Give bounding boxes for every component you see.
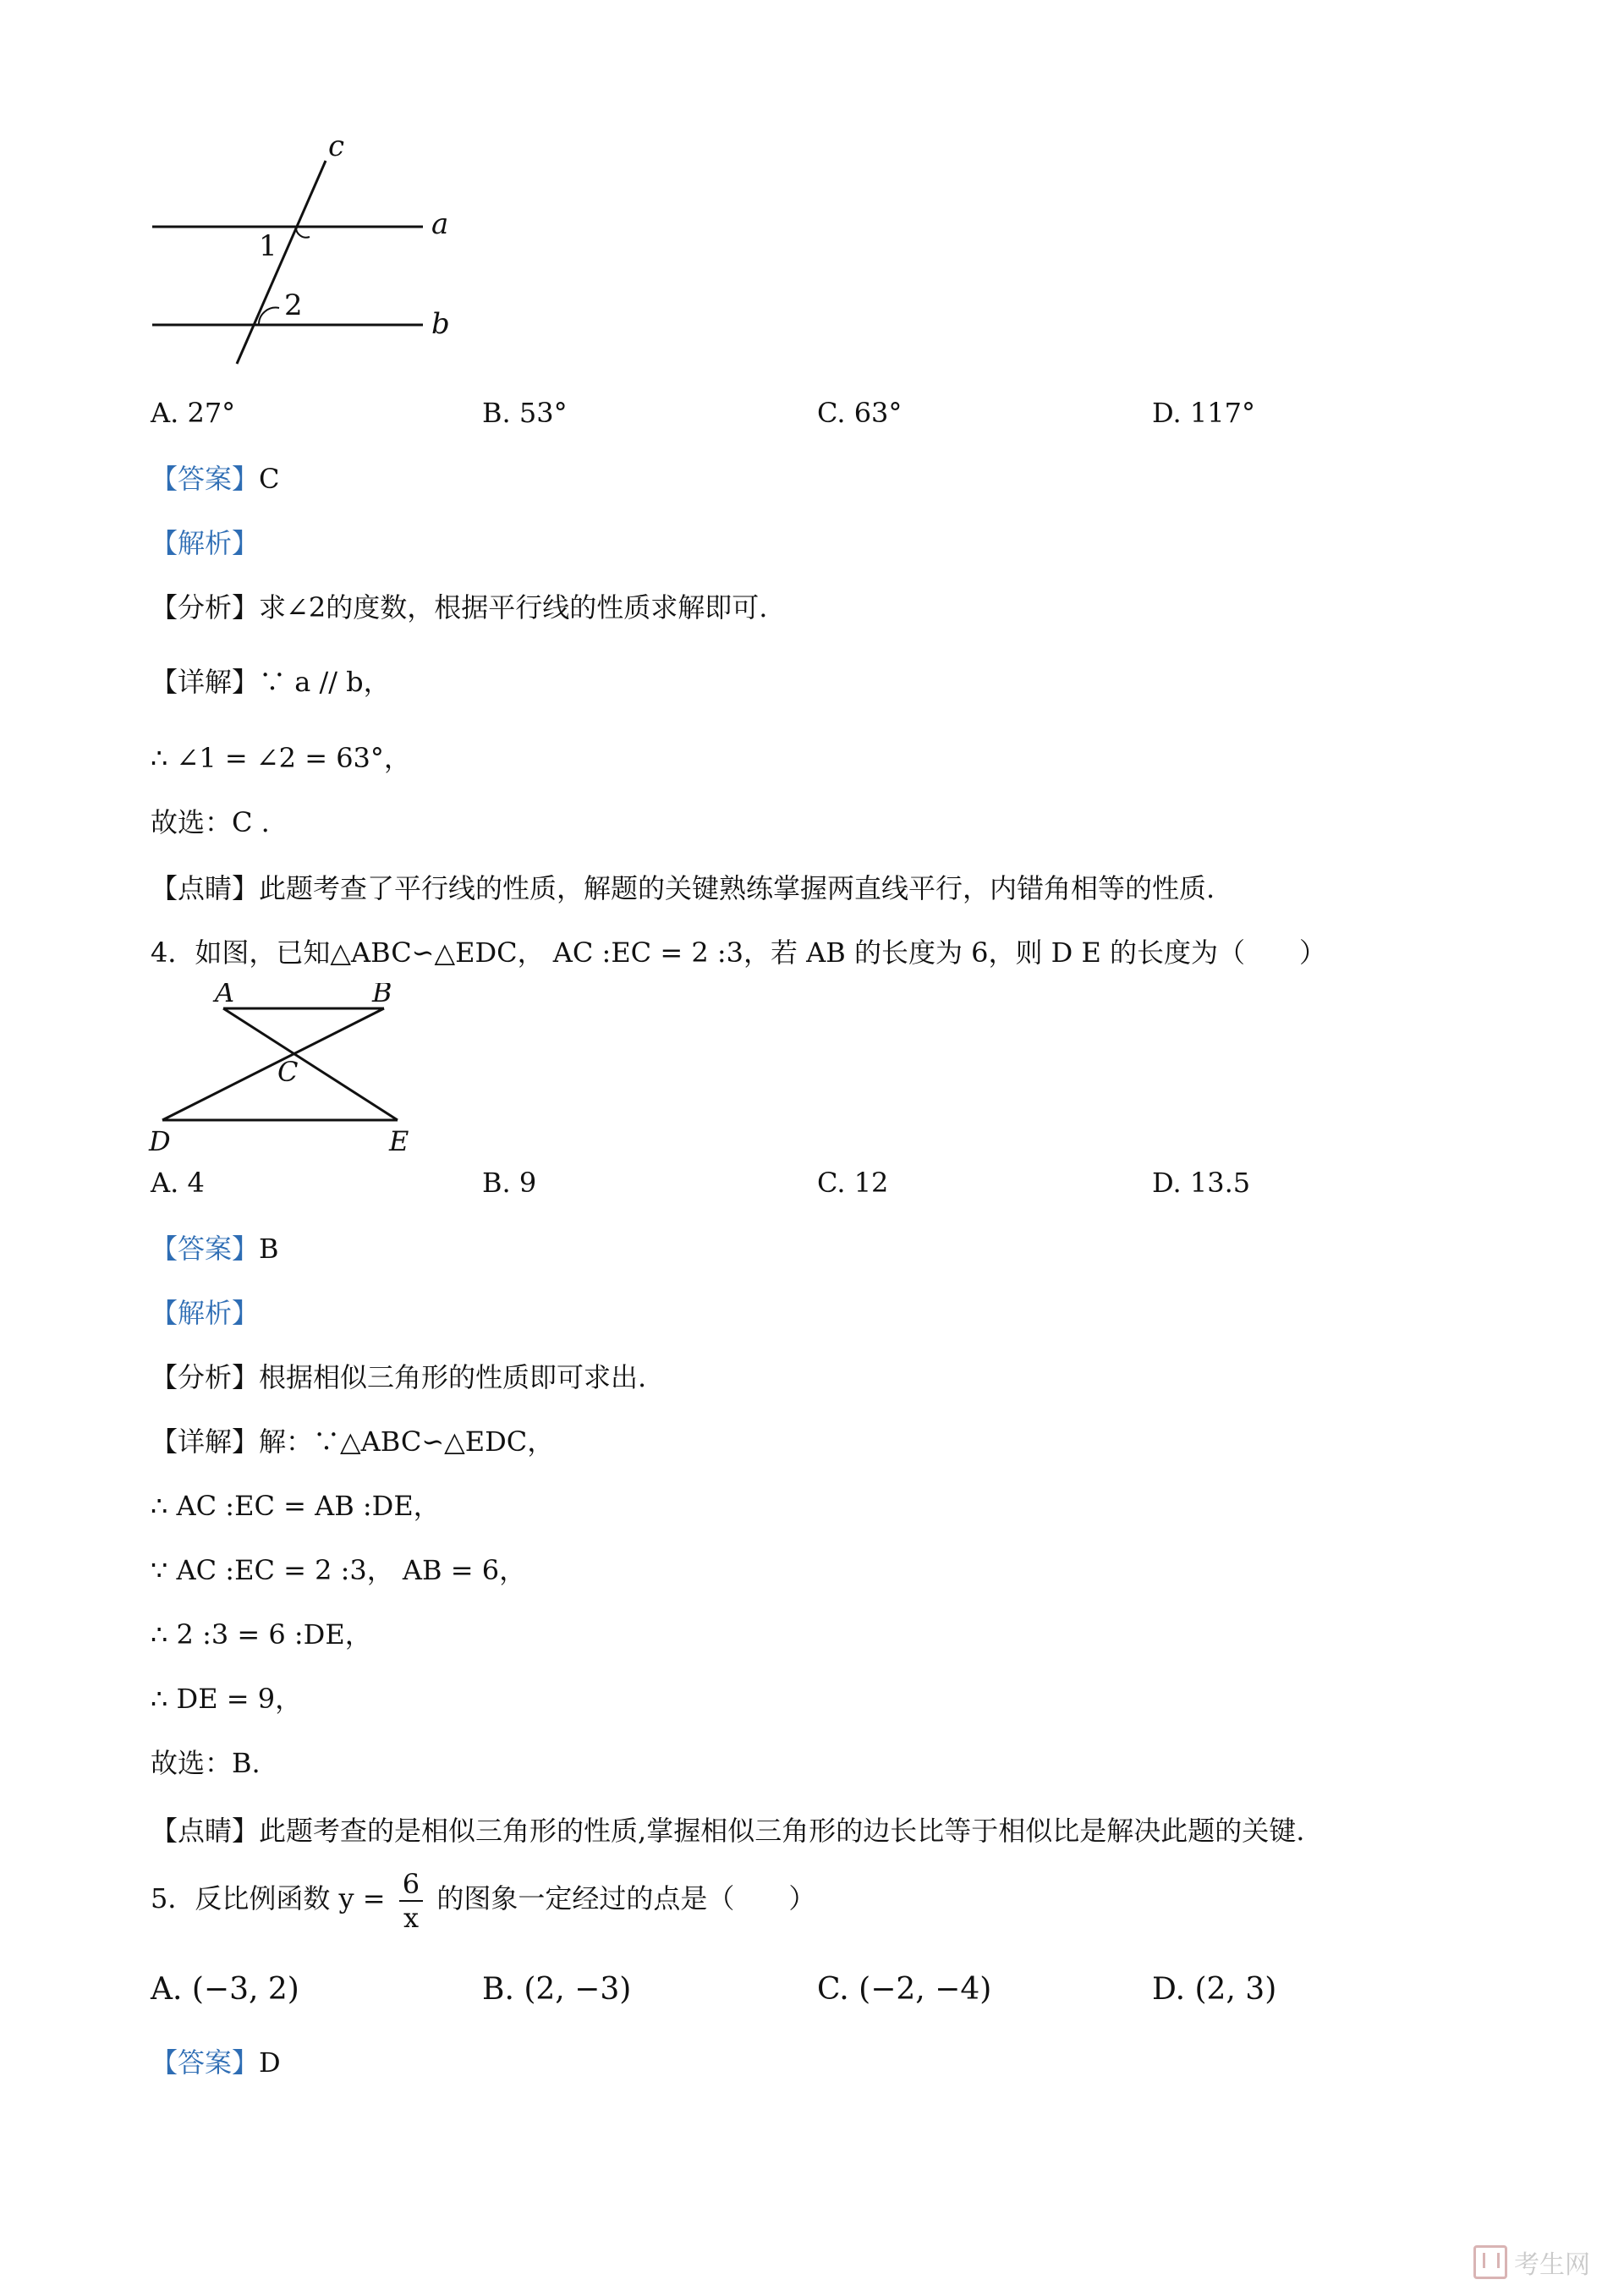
label-E: E <box>389 1125 409 1152</box>
q5-option-b: B. (2, −3) <box>482 1972 632 2007</box>
q3-choose: 故选：C . <box>151 806 270 838</box>
q3-detail: 【详解】∵ a // b， <box>151 666 391 698</box>
q5-option-a: A. (−3, 2) <box>151 1972 299 2007</box>
q4-fenxi: 【分析】根据相似三角形的性质即可求出. <box>151 1361 647 1393</box>
label-2: 2 <box>284 288 303 322</box>
q4-option-a: A. 4 <box>151 1167 205 1199</box>
label-a: a <box>431 207 449 241</box>
q3-option-a: A. 27° <box>151 397 236 429</box>
q5-answer: 【答案】D <box>151 2046 281 2079</box>
q3-answer: 【答案】C <box>151 463 280 495</box>
q3-option-b: B. 53° <box>482 397 568 429</box>
label-c: c <box>328 129 345 163</box>
parallel-lines-figure <box>144 127 499 372</box>
q4-step2: ∵ AC :EC = 2 :3， AB = 6， <box>151 1554 527 1586</box>
similar-triangles-figure <box>144 983 448 1152</box>
q4-comment: 【点睛】此题考查的是相似三角形的性质,掌握相似三角形的边长比等于相似比是解决此题的关键. <box>151 1815 1305 1847</box>
q3-option-d: D. 117° <box>1152 397 1255 429</box>
label-B: B <box>372 983 392 1008</box>
watermark: 考生网 <box>1473 2244 1590 2281</box>
q3-comment: 【点睛】此题考查了平行线的性质，解题的关键熟练掌握两直线平行，内错角相等的性质. <box>151 872 1215 904</box>
q4-step1: ∴ AC :EC = AB :DE， <box>151 1490 441 1522</box>
q4-option-c: C. 12 <box>817 1167 889 1199</box>
q5-option-c: C. (−2, −4) <box>817 1972 992 2007</box>
q5-stem: 5．反比例函数 y = $\frac{6}{x}$ 的图象一定经过的点是（ ） <box>151 1867 816 1934</box>
q4-answer: 【答案】B <box>151 1233 279 1265</box>
label-C: C <box>277 1056 299 1088</box>
q4-step4: ∴ DE = 9， <box>151 1683 303 1715</box>
q4-detail: 【详解】解：∵△ABC∽△EDC， <box>151 1425 555 1458</box>
q4-option-b: B. 9 <box>482 1167 537 1199</box>
q4-choose: 故选：B. <box>151 1747 261 1779</box>
fraction: $\frac{6}{x}$ <box>399 1868 423 1934</box>
q4-step3: ∴ 2 :3 = 6 :DE， <box>151 1618 372 1651</box>
label-1: 1 <box>259 229 277 263</box>
label-A: A <box>215 983 235 1008</box>
q4-stem: 4．如图，已知△ABC∽△EDC， AC :EC = 2 :3，若 AB 的长度为 6，则 D E 的长度为（ ） <box>151 937 1327 969</box>
answer-tag: 【答案】 <box>151 463 260 495</box>
q3-analysis-heading: 【解析】 <box>151 527 260 559</box>
q3-step1: ∴ ∠1 = ∠2 = 63°， <box>151 742 411 774</box>
q3-fenxi: 【分析】求∠2的度数，根据平行线的性质求解即可. <box>151 591 768 623</box>
label-b: b <box>431 307 450 341</box>
label-D: D <box>149 1125 171 1152</box>
q5-option-d: D. (2, 3) <box>1152 1972 1277 2007</box>
q4-option-d: D. 13.5 <box>1152 1167 1251 1199</box>
q3-option-c: C. 63° <box>817 397 903 429</box>
q4-analysis-heading: 【解析】 <box>151 1297 260 1329</box>
watermark-logo-icon <box>1473 2245 1507 2279</box>
